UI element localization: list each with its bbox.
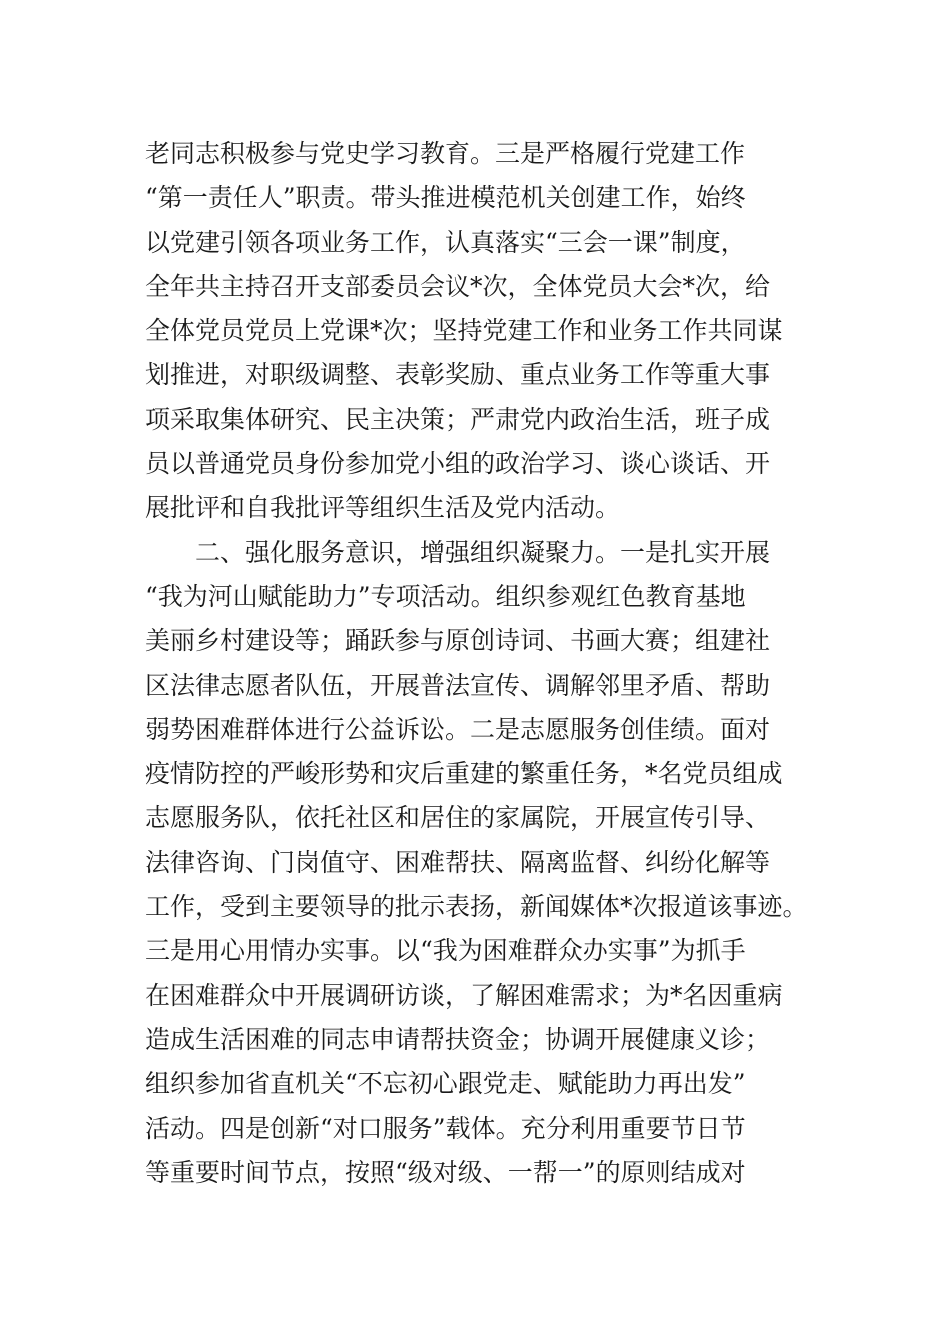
text-line: 法律咨询、门岗值守、困难帮扶、隔离监督、纠纷化解等 xyxy=(145,847,771,877)
text-line: “我为河山赋能助力”专项活动。组织参观红色教育基地 xyxy=(145,581,746,611)
text-line: 工作，受到主要领导的批示表扬，新闻媒体*次报道该事迹。 xyxy=(145,892,808,922)
text-line: 疫情防控的严峻形势和灾后重建的繁重任务，*名党员组成 xyxy=(145,759,783,789)
text-line: 员以普通党员身份参加党小组的政治学习、谈心谈话、开 xyxy=(145,449,771,479)
text-line: 美丽乡村建设等；踊跃参与原创诗词、书画大赛；组建社 xyxy=(145,626,771,656)
text-line: 活动。四是创新“对口服务”载体。充分利用重要节日节 xyxy=(145,1113,746,1143)
text-line: “第一责任人”职责。带头推进模范机关创建工作，始终 xyxy=(145,183,746,213)
text-line: 志愿服务队，依托社区和居住的家属院，开展宣传引导、 xyxy=(145,803,771,833)
text-line: 二、强化服务意识，增强组织凝聚力。一是扎实开展 xyxy=(145,537,771,567)
text-line: 老同志积极参与党史学习教育。三是严格履行党建工作 xyxy=(145,139,746,168)
text-line: 等重要时间节点，按照“级对级、一帮一”的原则结成对 xyxy=(145,1157,746,1187)
text-line: 全年共主持召开支部委员会议*次，全体党员大会*次，给 xyxy=(145,271,771,301)
text-line: 全体党员党员上党课*次；坚持党建工作和业务工作共同谋 xyxy=(145,316,783,346)
body-text xyxy=(145,132,815,1195)
text-line: 弱势困难群体进行公益诉讼。二是志愿服务创佳绩。面对 xyxy=(145,714,771,744)
text-line: 项采取集体研究、民主决策；严肃党内政治生活，班子成 xyxy=(145,404,771,434)
text-line: 以党建引领各项业务工作，认真落实“三会一课”制度， xyxy=(145,227,746,257)
text-line: 组织参加省直机关“不忘初心跟党走、赋能助力再出发” xyxy=(145,1069,746,1099)
text-line: 区法律志愿者队伍，开展普法宣传、调解邻里矛盾、帮助 xyxy=(145,670,771,700)
text-line: 展批评和自我批评等组织生活及党内活动。 xyxy=(145,493,621,523)
text-line: 造成生活困难的同志申请帮扶资金；协调开展健康义诊； xyxy=(145,1024,771,1054)
text-line: 在困难群众中开展调研访谈，了解困难需求；为*名因重病 xyxy=(145,980,783,1010)
text-line: 三是用心用情办实事。以“我为困难群众办实事”为抓手 xyxy=(145,936,746,966)
text-line: 划推进，对职级调整、表彰奖励、重点业务工作等重大事 xyxy=(145,360,771,390)
